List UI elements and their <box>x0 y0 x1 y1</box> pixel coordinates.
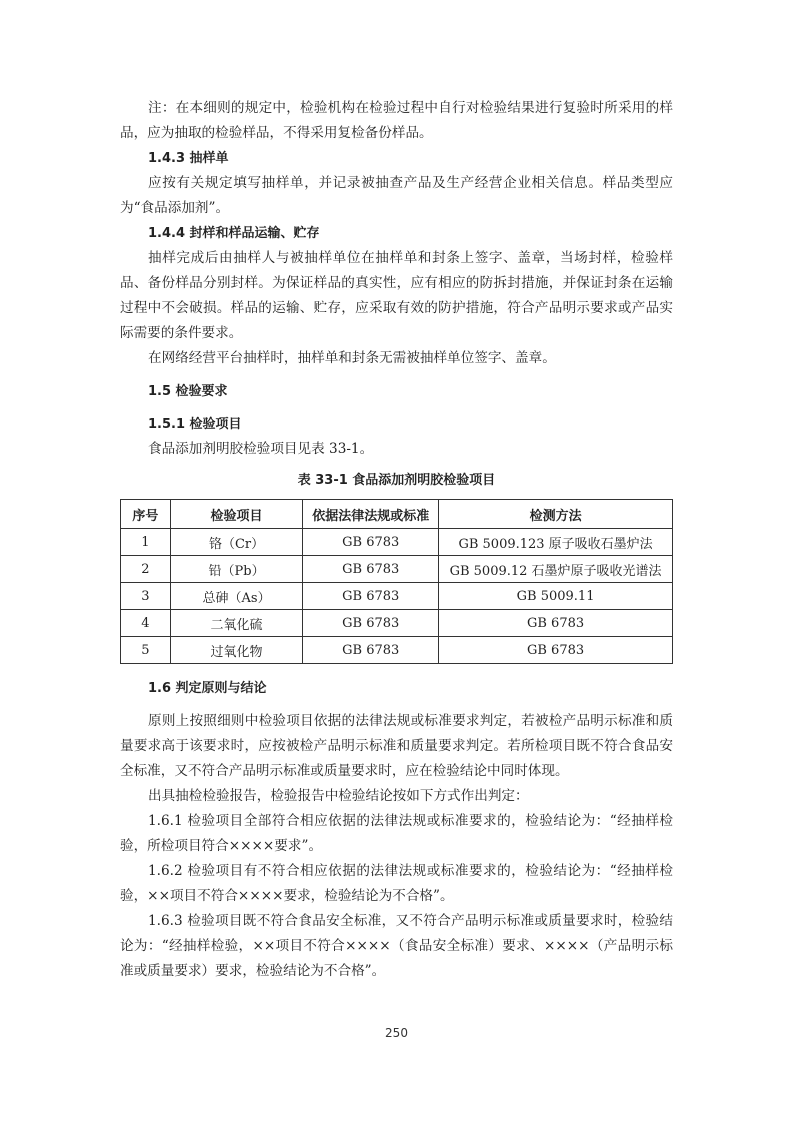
cell-seq: 4 <box>121 610 171 637</box>
cell-standard: GB 6783 <box>303 637 439 664</box>
table-row <box>121 529 673 556</box>
cell-method: GB 5009.11 <box>439 583 673 610</box>
cell-standard: GB 6783 <box>303 610 439 637</box>
cell-item: 总砷（As） <box>170 583 302 610</box>
page-content <box>120 96 673 984</box>
cell-method: GB 5009.12 石墨炉原子吸收光谱法 <box>439 556 673 583</box>
table-row <box>121 637 673 664</box>
inspection-items-table <box>120 499 673 664</box>
header-seq: 序号 <box>121 500 171 529</box>
table-row <box>121 556 673 583</box>
section-1-5-heading: 1.5 检验要求 <box>148 384 228 399</box>
cell-seq: 5 <box>121 637 171 664</box>
note-paragraph: 注：在本细则的规定中，检验机构在检验过程中自行对检验结果进行复验时所采用的样品，应为抽取的检验样品，不得采用复检备份样品。 <box>120 100 673 141</box>
cell-method: GB 6783 <box>439 637 673 664</box>
section-1-4-4-body-1: 抽样完成后由抽样人与被抽样单位在抽样单和封条上签字、盖章，当场封样，检验样品、备份样品分别封样。为保证样品的真实性，应有相应的防拆封措施，并保证封条在运输过程中不会破损。样品的运输、贮存，应采取有效的防护措施，符合产品明示要求或产品实际需要的条件要求。 <box>120 250 673 341</box>
section-1-6-1-clause: 1.6.1 检验项目全部符合相应依据的法律法规或标准要求的，检验结论为：“经抽样检验，所检项目符合××××要求”。 <box>120 813 673 854</box>
header-standard: 依据法律法规或标准 <box>303 500 439 529</box>
table-row <box>121 583 673 610</box>
cell-method: GB 5009.123 原子吸收石墨炉法 <box>439 529 673 556</box>
cell-item: 二氧化硫 <box>170 610 302 637</box>
cell-method: GB 6783 <box>439 610 673 637</box>
section-1-6-2-clause: 1.6.2 检验项目有不符合相应依据的法律法规或标准要求的，检验结论为：“经抽样检验，××项目不符合××××要求，检验结论为不合格”。 <box>120 863 673 904</box>
section-1-6-body-2: 出具抽检检验报告，检验报告中检验结论按如下方式作出判定： <box>148 788 529 804</box>
cell-item: 铅（Pb） <box>170 556 302 583</box>
section-1-5-1-heading: 1.5.1 检验项目 <box>148 417 242 432</box>
table-caption: 表 33-1 食品添加剂明胶检验项目 <box>297 473 496 488</box>
section-1-6-heading: 1.6 判定原则与结论 <box>148 681 267 696</box>
section-1-4-4-heading: 1.4.4 封样和样品运输、贮存 <box>148 226 320 241</box>
section-1-4-3-heading: 1.4.3 抽样单 <box>148 151 229 166</box>
cell-seq: 1 <box>121 529 171 556</box>
cell-standard: GB 6783 <box>303 556 439 583</box>
header-item: 检验项目 <box>170 500 302 529</box>
cell-standard: GB 6783 <box>303 583 439 610</box>
header-method: 检测方法 <box>439 500 673 529</box>
cell-seq: 2 <box>121 556 171 583</box>
cell-item: 过氧化物 <box>170 637 302 664</box>
cell-seq: 3 <box>121 583 171 610</box>
cell-standard: GB 6783 <box>303 529 439 556</box>
cell-item: 铬（Cr） <box>170 529 302 556</box>
section-1-6-3-clause: 1.6.3 检验项目既不符合食品安全标准，又不符合产品明示标准或质量要求时，检验结论为：“经抽样检验，××项目不符合××××（食品安全标准）要求、××××（产品明示标准或质量要求）要求，检验结论为不合格”。 <box>120 913 673 979</box>
section-1-4-4-body-2: 在网络经营平台抽样时，抽样单和封条无需被抽样单位签字、盖章。 <box>148 350 556 366</box>
table-header-row <box>121 500 673 529</box>
page-number: 250 <box>385 1026 408 1040</box>
section-1-4-3-body: 应按有关规定填写抽样单，并记录被抽查产品及生产经营企业相关信息。样品类型应为“食品添加剂”。 <box>120 175 673 216</box>
table-row <box>121 610 673 637</box>
section-1-5-1-body: 食品添加剂明胶检验项目见表 33-1。 <box>148 441 374 457</box>
section-1-6-body-1: 原则上按照细则中检验项目依据的法律法规或标准要求判定，若被检产品明示标准和质量要求高于该要求时，应按被检产品明示标准和质量要求判定。若所检项目既不符合食品安全标准，又不符合产品明示标准或质量要求时，应在检验结论中同时体现。 <box>120 713 673 779</box>
